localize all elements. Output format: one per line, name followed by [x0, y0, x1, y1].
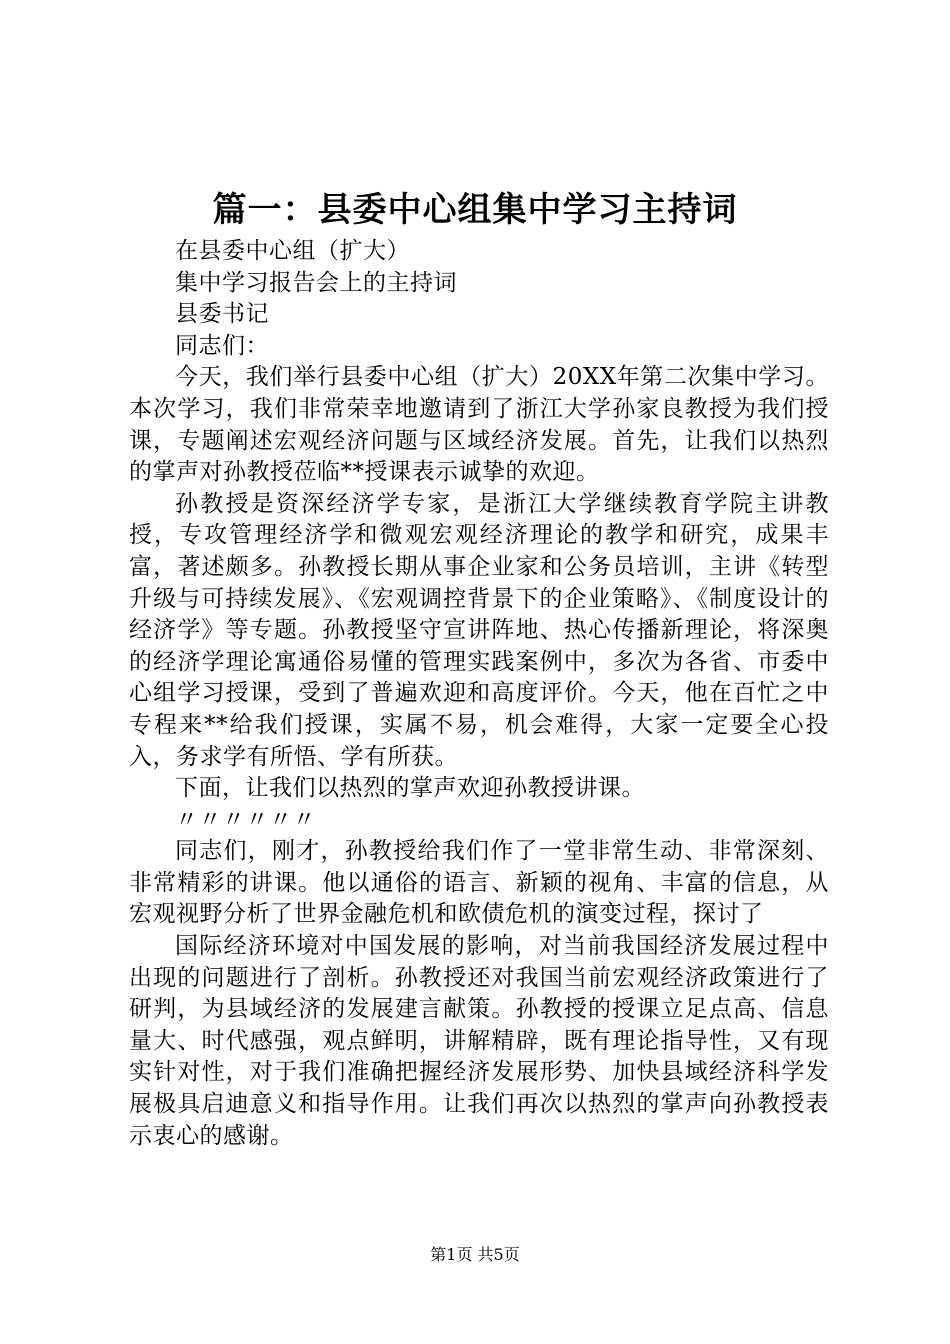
paragraph-welcome: 下面，让我们以热烈的掌声欢迎孙教授讲课。	[175, 775, 645, 802]
paragraph-ditto-marks: 〃〃〃〃〃〃	[175, 806, 316, 833]
document-title: 篇一：县委中心组集中学习主持词	[212, 190, 738, 230]
document-body	[129, 236, 829, 1152]
paragraph-subtitle-line: 集中学习报告会上的主持词	[175, 269, 457, 296]
paragraph-opening: 今天，我们举行县委中心组（扩大）20XX年第二次集中学习。本次学习，我们非常荣幸地邀请到了浙江大学孙家良教授为我们授课，专题阐述宏观经济问题与区域经济发展。首先，让我们以热烈的掌声对孙教授莅临**授课表示诚挚的欢迎。	[129, 364, 829, 486]
paragraph-closing: 国际经济环境对中国发展的影响，对当前我国经济发展过程中出现的问题进行了剖析。孙教授还对我国当前宏观经济政策进行了研判，为县域经济的发展建言献策。孙教授的授课立足点高、信息量大、时代感强，观点鲜明，讲解精辟，既有理论指导性，又有现实针对性，对于我们准确把握经济发展形势、加快县域经济科学发展极具启迪意义和指导作用。让我们再次以热烈的掌声向孙教授表示衷心的感谢。	[129, 933, 829, 1149]
paragraph-meeting-line: 在县委中心组（扩大）	[175, 238, 410, 264]
paragraph-salutation: 同志们：	[175, 332, 269, 359]
page-number: 第1页 共5页	[430, 1245, 520, 1264]
paragraph-summary: 同志们，刚才，孙教授给我们作了一堂非常生动、非常深刻、非常精彩的讲课。他以通俗的语言、新颖的视角、丰富的信息，从宏观视野分析了世界金融危机和欧债危机的演变过程，探讨了	[129, 838, 829, 928]
paragraph-introduction: 孙教授是资深经济学专家，是浙江大学继续教育学院主讲教授，专攻管理经济学和微观宏观经济理论的教学和研究，成果丰富，著述颇多。孙教授长期从事企业家和公务员培训，主讲《转型升级与可持续发展》、《宏观调控背景下的企业策略》、《制度设计的经济学》等专题。孙教授坚守宣讲阵地、热心传播新理论，将深奥的经济学理论寓通俗易懂的管理实践案例中，多次为各省、市委中心组学习授课，受到了普遍欢迎和高度评价。今天，他在百忙之中专程来**给我们授课，实属不易，机会难得，大家一定要全心投入，务求学有所悟、学有所获。	[129, 490, 829, 770]
paragraph-speaker: 县委书记	[175, 301, 269, 328]
